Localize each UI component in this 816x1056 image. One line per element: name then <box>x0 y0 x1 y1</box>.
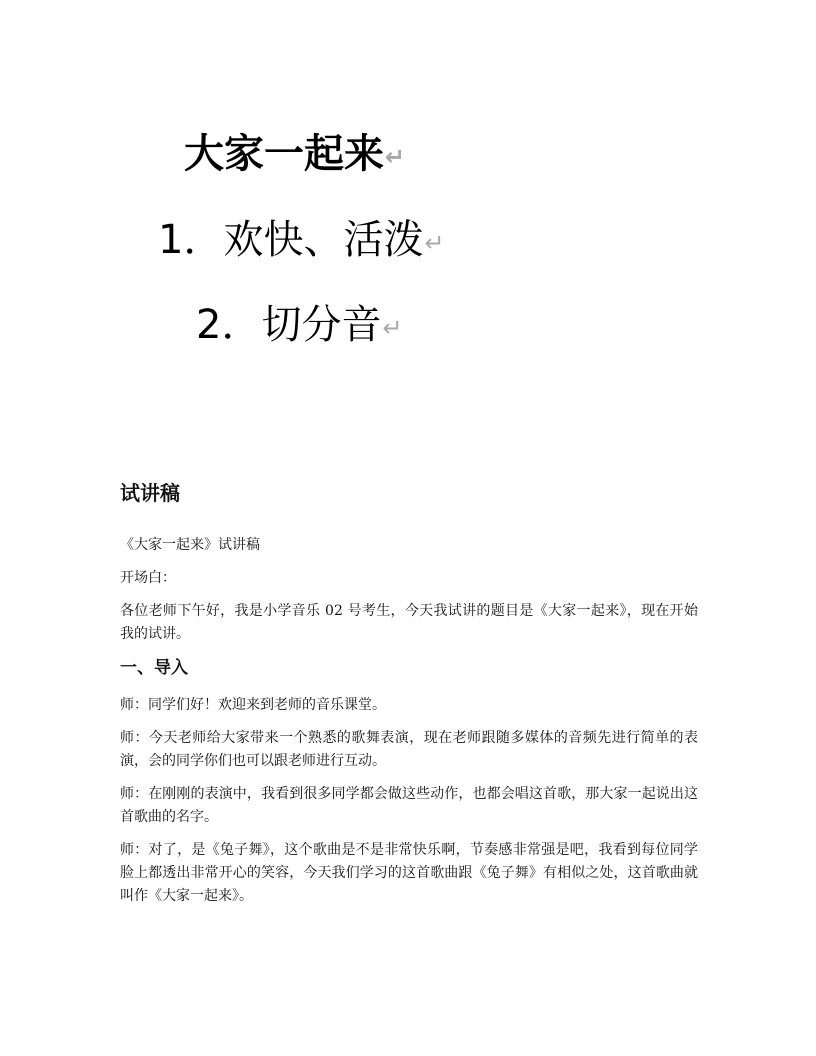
script-subtitle: 《大家一起来》试讲稿 <box>120 537 260 553</box>
teacher-line: 师：在刚刚的表演中，我看到很多同学都会做这些动作，也都会唱这首歌，那大家一起说出这首歌曲的名字。 <box>120 786 698 825</box>
paragraph-mark-icon: ↵ <box>382 314 403 342</box>
opening-text: 各位老师下午好，我是小学音乐 02 号考生，今天我试讲的题目是《大家一起来》，现在开始我的试讲。 <box>120 603 698 642</box>
board-item-1 <box>158 217 445 263</box>
teacher-line: 师：今天老师给大家带来一个熟悉的歌舞表演，现在老师跟随多媒体的音频先进行简单的表演，会的同学你们也可以跟老师进行互动。 <box>120 730 698 769</box>
section-heading-intro: 一、导入 <box>120 658 188 678</box>
board-item-2-text: 2．切分音 <box>196 302 382 348</box>
opening-label: 开场白： <box>120 570 176 586</box>
board-item-2 <box>196 302 403 348</box>
paragraph-mark-icon: ↵ <box>424 229 445 257</box>
teacher-line: 师：对了，是《兔子舞》，这个歌曲是不是非常快乐啊，节奏感非常强是吧，我看到每位同学脸上都透出非常开心的笑容，今天我们学习的这首歌曲跟《兔子舞》有相似之处，这首歌曲就叫作《大家一起来》。 <box>120 842 698 904</box>
board-title <box>184 131 406 177</box>
paragraph-mark-icon: ↵ <box>385 143 406 171</box>
lecture-script <box>120 478 698 918</box>
script-heading: 试讲稿 <box>120 481 180 505</box>
board-item-1-text: 1．欢快、活泼 <box>158 217 424 263</box>
teacher-line: 师：同学们好！欢迎来到老师的音乐课堂。 <box>120 697 386 713</box>
board-title-text: 大家一起来 <box>184 131 384 177</box>
